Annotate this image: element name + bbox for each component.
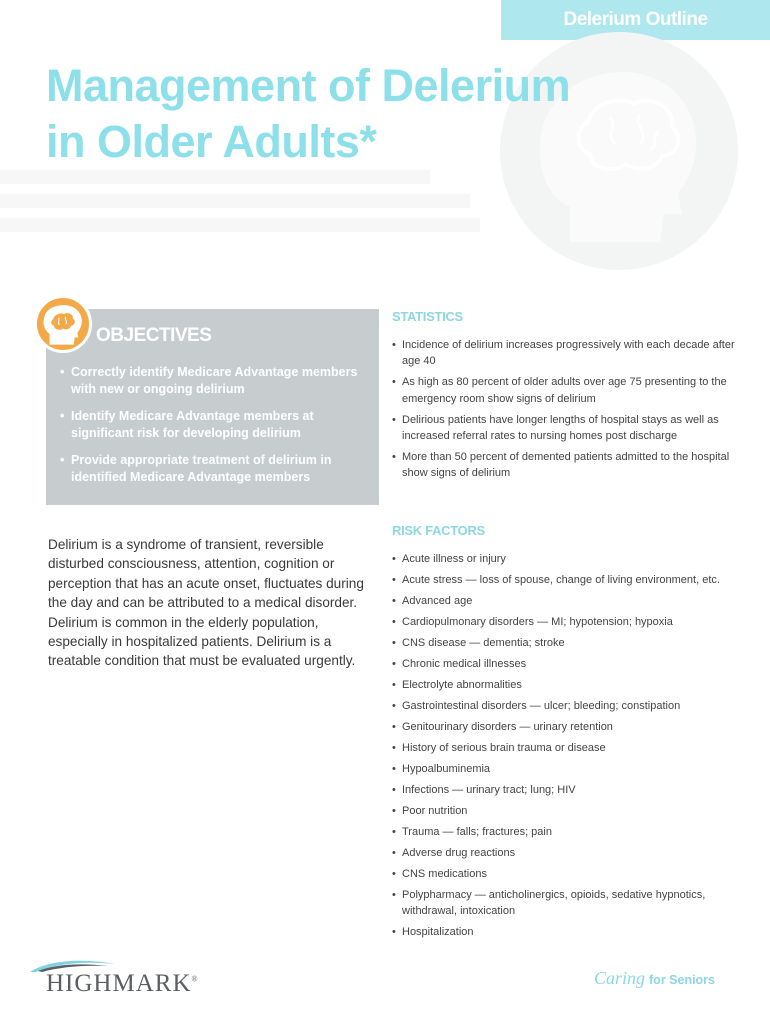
risk-factor-item: • Electrolyte abnormalities	[392, 677, 737, 693]
risk-factor-item: • Gastrointestinal disorders — ulcer; bleeding; constipation	[392, 698, 737, 714]
risk-factor-item: • Acute stress — loss of spouse, change of living environment, etc.	[392, 572, 737, 588]
objective-item: • Correctly identify Medicare Advantage members with new or ongoing delirium	[60, 364, 360, 398]
page-title	[46, 58, 570, 170]
risk-factors-heading: RISK FACTORS	[392, 523, 485, 538]
statistics-list	[392, 337, 737, 486]
risk-factor-item: • CNS disease — dementia; stroke	[392, 635, 737, 651]
risk-factor-item: • Genitourinary disorders — urinary retention	[392, 719, 737, 735]
risk-factor-item: • Advanced age	[392, 593, 737, 609]
risk-factor-item: • Hospitalization	[392, 924, 737, 940]
risk-factor-item: • Cardiopulmonary disorders — MI; hypotension; hypoxia	[392, 614, 737, 630]
risk-factor-item: • Hypoalbuminemia	[392, 761, 737, 777]
intro-paragraph: Delirium is a syndrome of transient, reversible disturbed consciousness, attention, cognition or perception that has an acute onset, fluctuates during the day and can be attributed to a medical disorder. Delirium is common in the elderly population, especially in hospitalized patients. Delirium is a treatable condition that must be evaluated urgently.	[48, 537, 364, 669]
risk-factor-item: • Polypharmacy — anticholinergics, opioids, sedative hypnotics, withdrawal, intoxication	[392, 887, 737, 920]
title-line-2: in Older Adults*	[46, 116, 377, 167]
tagline-script: Caring	[594, 968, 646, 988]
objectives-brain-icon	[34, 295, 92, 353]
statistic-item: • Delirious patients have longer lengths of hospital stays as well as increased referral rates to nursing homes post discharge	[392, 412, 737, 445]
risk-factor-item: • Poor nutrition	[392, 803, 737, 819]
tagline-text: for Seniors	[649, 973, 716, 987]
statistics-heading: STATISTICS	[392, 309, 463, 324]
risk-factor-item: • Trauma — falls; fractures; pain	[392, 824, 737, 840]
caring-for-seniors-tagline	[594, 968, 715, 989]
risk-factor-item: • Acute illness or injury	[392, 551, 737, 567]
statistic-item: • As high as 80 percent of older adults over age 75 presenting to the emergency room show signs of delirium	[392, 374, 737, 407]
statistic-item: • More than 50 percent of demented patients admitted to the hospital show signs of delirium	[392, 449, 737, 482]
risk-factors-list	[392, 551, 737, 945]
risk-factor-item: • Adverse drug reactions	[392, 845, 737, 861]
section-tab: Delerium Outline	[501, 0, 770, 40]
risk-factor-item: • CNS medications	[392, 866, 737, 882]
decorative-background-lines	[0, 160, 500, 260]
objectives-heading: OBJECTIVES	[96, 325, 212, 346]
title-line-1: Management of Delerium	[46, 60, 571, 111]
logo-wordmark: HIGHMARK®	[46, 970, 199, 997]
risk-factor-item: • Chronic medical illnesses	[392, 656, 737, 672]
risk-factor-item: • History of serious brain trauma or disease	[392, 740, 737, 756]
statistic-item: • Incidence of delirium increases progressively with each decade after age 40	[392, 337, 737, 370]
risk-factor-item: • Infections — urinary tract; lung; HIV	[392, 782, 737, 798]
objective-item: • Provide appropriate treatment of delirium in identified Medicare Advantage members	[60, 452, 360, 486]
highmark-logo	[28, 958, 218, 998]
objective-item: • Identify Medicare Advantage members at significant risk for developing delirium	[60, 408, 360, 442]
objectives-list	[60, 364, 360, 496]
